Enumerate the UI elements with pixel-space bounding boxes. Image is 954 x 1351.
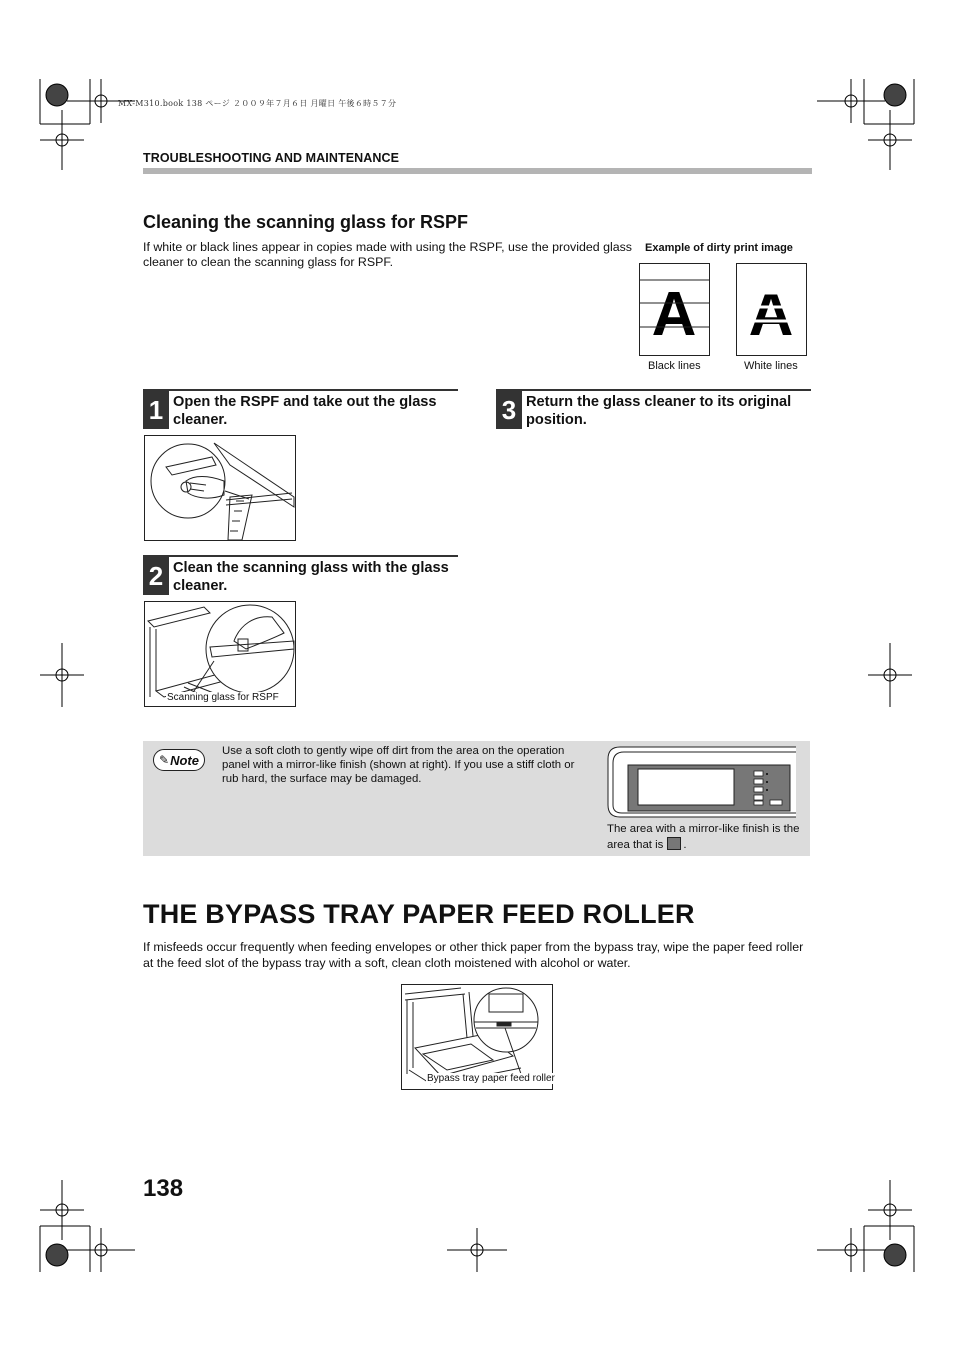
section-title: Cleaning the scanning glass for RSPF — [143, 212, 469, 232]
section-intro: If white or black lines appear in copies made with using the RSPF, use the provided glass cleaner to clean the scanning glass for RSPF. — [143, 240, 633, 269]
panel-caption-end: . — [683, 839, 687, 851]
step-2-rule — [143, 555, 458, 557]
bypass-image-caption: Bypass tray paper feed roller — [427, 1073, 555, 1084]
example-letter-black: A — [651, 280, 697, 349]
file-info-line: MX-M310.book 138 ページ ２００９年７月６日 月曜日 午後６時５７分 — [118, 99, 397, 108]
mirror-finish-swatch — [667, 837, 681, 850]
pencil-icon: ✎ — [159, 753, 170, 767]
header-rule — [143, 168, 812, 174]
step-3-rule — [496, 389, 811, 391]
running-header: TROUBLESHOOTING AND MAINTENANCE — [143, 151, 400, 165]
white-lines-example — [736, 263, 808, 357]
panel-caption-text: The area with a mirror-like finish is the area that is — [607, 823, 800, 851]
bypass-text: If misfeeds occur frequently when feeding envelopes or other thick paper from the bypass tray, wipe the paper feed roller at the feed slot of the bypass tray with a soft, clean cloth moistened with alcohol or water. — [143, 940, 804, 970]
bypass-title: THE BYPASS TRAY PAPER FEED ROLLER — [143, 899, 695, 929]
step-1-rule — [143, 389, 458, 391]
step-1-illustration — [144, 435, 297, 542]
note-text: Use a soft cloth to gently wipe off dirt from the area on the operation panel with a mirror-like finish (shown at right). If you use a stiff cloth or rub hard, the surface may be damaged. — [222, 745, 575, 785]
step-2-text: Clean the scanning glass with the glass cleaner. — [173, 560, 449, 594]
white-lines-caption: White lines — [744, 360, 798, 372]
step-2-image-caption: Scanning glass for RSPF — [167, 692, 279, 703]
note-badge — [153, 749, 205, 771]
step-1-number: 1 — [143, 391, 169, 429]
example-title: Example of dirty print image — [645, 242, 793, 254]
example-letter-white: A — [748, 280, 794, 349]
step-3-number: 3 — [496, 391, 522, 429]
black-lines-caption: Black lines — [648, 360, 701, 372]
step-3-text: Return the glass cleaner to its original position. — [526, 394, 792, 428]
step-2-number: 2 — [143, 557, 169, 595]
operation-panel-illustration — [606, 745, 798, 820]
black-lines-example — [639, 263, 711, 357]
step-1-text: Open the RSPF and take out the glass cleaner. — [173, 394, 437, 428]
page-number: 138 — [143, 1175, 184, 1202]
note-badge-label: Note — [170, 752, 199, 768]
panel-caption — [607, 822, 807, 853]
